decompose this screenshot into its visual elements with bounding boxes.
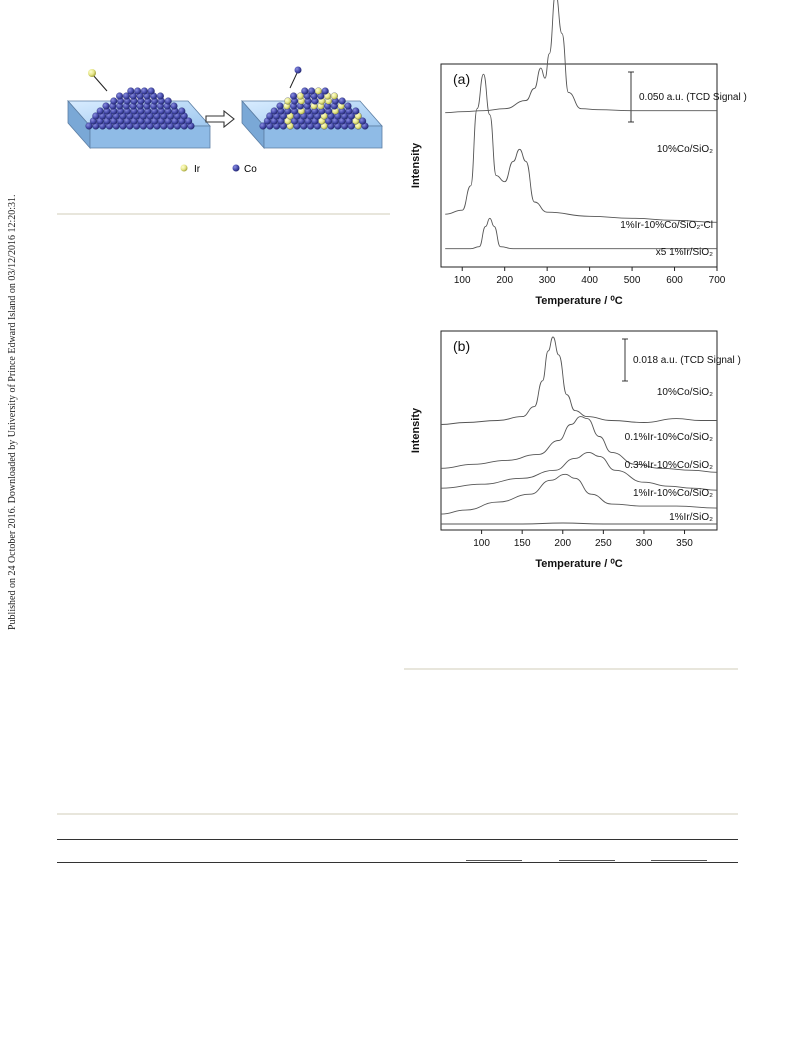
x-tick-label: 700 <box>708 275 726 286</box>
co-atom <box>352 108 359 115</box>
co-atom <box>165 98 172 105</box>
table-col-rule <box>559 860 615 861</box>
co-atom <box>134 88 141 95</box>
right-column-rule <box>404 668 738 670</box>
x-tick-label: 500 <box>623 275 641 286</box>
left-column-rule <box>57 213 390 215</box>
table-top-rule <box>57 813 738 815</box>
co-atom <box>277 103 284 110</box>
co-atom <box>116 93 123 100</box>
co-atom <box>141 88 148 95</box>
co-atom <box>103 103 110 110</box>
co-atom <box>110 98 117 105</box>
download-notice: Published on 24 October 2016. Downloaded by University of Prince Edward Island on 03/12/2016 12:20:31. <box>7 194 18 630</box>
scale-bar-label: 0.050 a.u. (TCD Signal ) <box>639 92 747 103</box>
y-axis-label: Intensity <box>410 407 422 454</box>
x-tick-label: 200 <box>554 538 572 549</box>
series-label: 1%Ir-10%Co/SiO₂ <box>632 488 713 499</box>
y-axis-label: Intensity <box>410 142 422 189</box>
series-label: 0.1%Ir-10%Co/SiO₂ <box>624 432 713 443</box>
co-legend-marker <box>233 165 240 172</box>
table-col-rule <box>466 860 522 861</box>
co-atom <box>301 88 308 95</box>
scheme-legend <box>181 164 258 175</box>
panel-label: (a) <box>453 71 471 87</box>
series-line <box>441 523 717 524</box>
tpr-chart-b <box>405 325 741 575</box>
x-tick-label: 400 <box>581 275 598 286</box>
x-tick-label: 150 <box>513 538 531 549</box>
scale-bar-label: 0.018 a.u. (TCD Signal ) <box>633 355 741 366</box>
series-label: 0.3%Ir-10%Co/SiO₂ <box>624 460 713 471</box>
co-atom <box>339 98 346 105</box>
x-tick-label: 100 <box>453 275 471 286</box>
table-bottom-rule <box>57 862 738 863</box>
co-atom <box>171 103 178 110</box>
series-label: 10%Co/SiO₂ <box>656 144 713 155</box>
co-atom <box>345 103 352 110</box>
x-tick-label: 200 <box>496 275 514 286</box>
co-atom <box>322 88 329 95</box>
panel-label: (b) <box>453 338 471 354</box>
ir-legend-label: Ir <box>194 164 201 175</box>
ir-legend-marker <box>181 165 188 172</box>
co-atom-incoming <box>290 67 302 89</box>
ir-atom-incoming <box>88 69 107 91</box>
series-label: 1%Ir/SiO₂ <box>669 512 713 523</box>
co-atom <box>148 88 155 95</box>
series-label: x5 1%Ir/SiO₂ <box>655 247 713 258</box>
x-tick-label: 300 <box>635 538 653 549</box>
series-line <box>441 452 717 490</box>
x-tick-label: 250 <box>595 538 612 549</box>
table-col-rule <box>651 860 707 861</box>
ir-deposition-scheme <box>60 58 395 178</box>
co-atom <box>157 93 164 100</box>
tpr-chart-a <box>405 58 747 323</box>
x-axis-label: Temperature / ⁰C <box>535 558 623 570</box>
x-axis-label: Temperature / ⁰C <box>535 295 623 307</box>
x-tick-label: 300 <box>538 275 556 286</box>
co-atom <box>290 93 297 100</box>
co-atom <box>271 108 278 115</box>
co-atom <box>308 88 315 95</box>
ir-atom <box>284 98 291 105</box>
co-legend-label: Co <box>244 164 257 175</box>
co-atom <box>97 108 104 115</box>
x-tick-label: 350 <box>676 538 693 549</box>
ir-atom <box>331 93 338 100</box>
x-tick-label: 600 <box>666 275 683 286</box>
table-header-rule <box>57 839 738 840</box>
series-line <box>441 337 717 425</box>
series-label: 10%Co/SiO₂ <box>656 387 713 398</box>
process-arrow <box>206 111 234 127</box>
co-atom <box>178 108 185 115</box>
co-atom <box>127 88 134 95</box>
ir-atom <box>315 88 322 95</box>
series-label: 1%Ir-10%Co/SiO₂-Cl <box>620 220 713 231</box>
x-tick-label: 100 <box>473 538 490 549</box>
